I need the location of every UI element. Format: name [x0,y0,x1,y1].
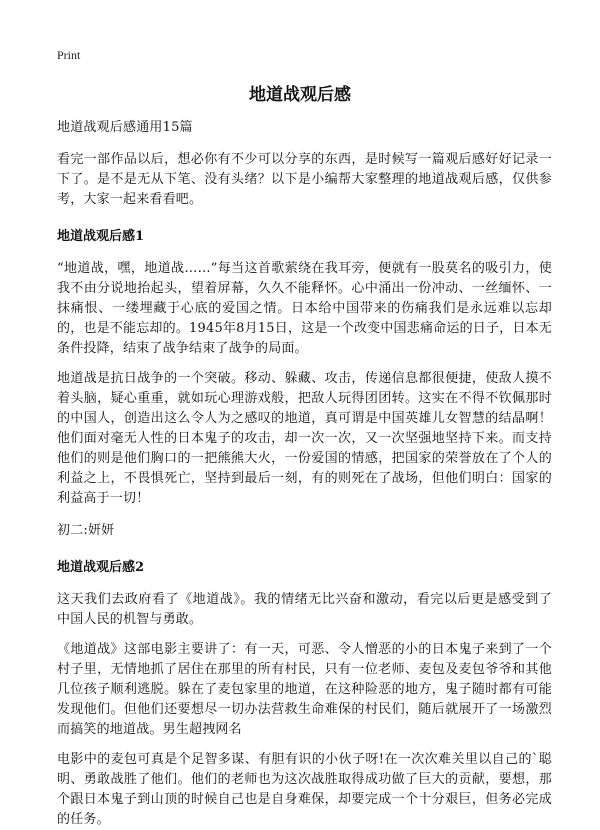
section-1-paragraph-1: “地道战，嘿，地道战……”每当这首歌萦绕在我耳旁，便就有一股莫名的吸引力，使我不由分说地抬起头，望着屏幕，久久不能释怀。心中涌出一份冲动、一丝缅怀、一抹痛恨、一缕埋藏于心底的爱国之情。日本给中国带来的伤痛我们是永远难以忘却的，也是不能忘却的。1945年8月15日，这是一个改变中国悲痛命运的日子，日本无条件投降，结束了战争结束了战争的局面。 [57,261,552,356]
section-2-paragraph-3: 电影中的麦包可真是个足智多谋、有胆有识的小伙子呀!在一次次难关里以自己的`聪明、勇敢战胜了他们。他们的老师也为这次战胜取得成功做了巨大的贡献，要想，那个跟日本鬼子到山顶的时候自己也是自身难保，却要完成一个十分艰巨，但务必完成的任务。 [57,752,552,827]
section-1-author: 初二:妍妍 [57,523,115,538]
page-title: 地道战观后感 [249,85,351,105]
section-heading-2: 地道战观后感2 [57,560,145,575]
section-2-paragraph-1: 这天我们去政府看了《地道战》。我的情绪无比兴奋和激动，看完以后更是感受到了中国人民的机智与勇敢。 [57,592,552,627]
intro-paragraph: 看完一部作品以后，想必你有不少可以分享的东西，是时候写一篇观后感好好记录一下了。是不是无从下笔、没有头绪？以下是小编帮大家整理的地道战观后感，仅供参考，大家一起来看看吧。 [57,152,552,207]
print-link[interactable]: Print [57,48,81,62]
document-subtitle: 地道战观后感通用15篇 [57,120,193,135]
section-2-paragraph-2: 《地道战》这部电影主要讲了：有一天，可恶、令人憎恶的小的日本鬼子来到了一个村子里，无情地抓了居住在那里的所有村民，只有一位老师、麦包及麦包爷爷和其他几位孩子顺利逃脱。躲在了麦包家里的地道，在这种险恶的地方，鬼子随时都有可能发现他们。但他们还要想尽一切办法营救生命难保的村民们，随后就展开了一场激烈而搞笑的地道战。男生超拽网名 [57,642,552,737]
document-body [57,118,552,830]
section-1-paragraph-2: 地道战是抗日战争的一个突破。移动、躲藏、攻击，传递信息都很便捷，使敌人摸不着头脑，疑心重重，就如玩心理游戏般，把敌人玩得团团转。这实在不得不钦佩那时的中国人，创造出这么令人为之感叹的地道，真可谓是中国英雄儿女智慧的结晶啊！他们面对毫无人性的日本鬼子的攻击，却一次一次，又一次坚强地坚持下来。而支持他们的则是他们胸口的一把熊熊大火，一份爱国的情感，把国家的荣誉放在了个人的利益之上，不畏惧死亡，坚持到最后一刻，有的则死在了战场，但他们明白：国家的利益高于一切！ [57,371,552,506]
section-heading-1: 地道战观后感1 [57,229,145,244]
